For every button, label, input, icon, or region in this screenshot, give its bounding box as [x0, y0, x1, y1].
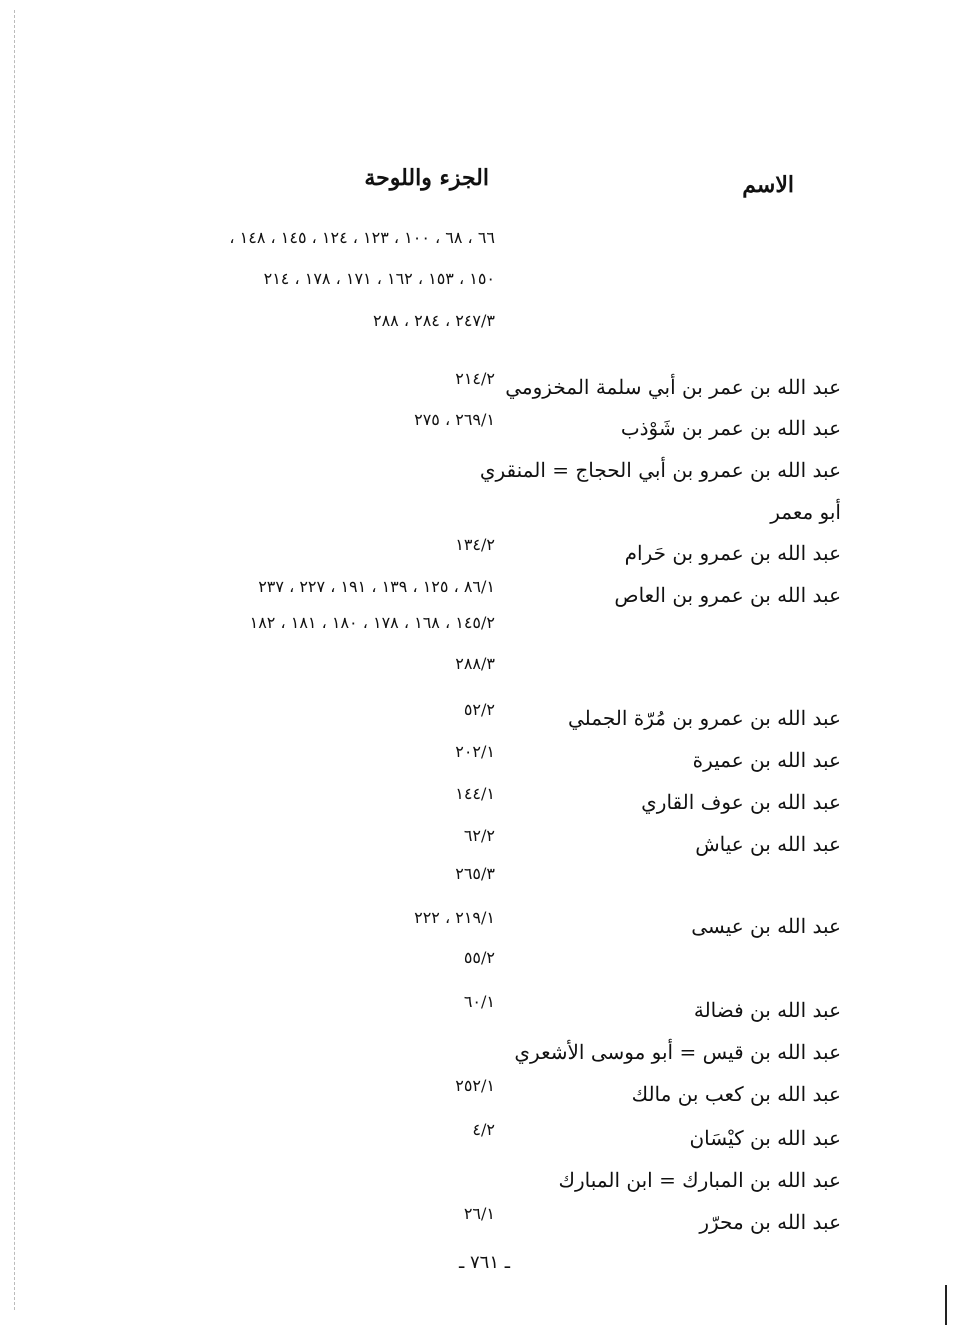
entry-ref: ١٣٤/٢ — [455, 535, 495, 554]
entry-name: عبد الله بن فضالة — [693, 998, 841, 1022]
entry-name: عبد الله بن عوف القاري — [641, 790, 841, 814]
index-row — [0, 1120, 969, 1150]
entry-ref: ٢٦٩/١ ، ٢٧٥ — [414, 410, 495, 429]
entry-name: عبد الله بن عيسى — [691, 914, 841, 938]
entry-ref: ٤/٢ — [472, 1120, 495, 1139]
index-row — [0, 1162, 969, 1192]
entry-name: عبد الله بن عمر بن شَوْذب — [620, 416, 841, 440]
column-header-name: الاسم — [742, 172, 794, 198]
entry-ref: ٢٥٢/١ — [455, 1076, 495, 1095]
entry-name: عبد الله بن عياش — [695, 832, 841, 856]
index-row — [0, 864, 969, 894]
index-row — [0, 1034, 969, 1064]
index-row — [0, 784, 969, 814]
entry-ref: ٢٨٨/٣ — [455, 654, 495, 673]
entry-name: عبد الله بن عمر بن أبي سلمة المخزومي — [505, 375, 841, 399]
index-row — [0, 908, 969, 938]
index-row — [0, 452, 969, 482]
entry-ref: ٥٥/٢ — [463, 948, 495, 967]
entry-name: عبد الله بن محرّر — [699, 1210, 841, 1234]
entry-ref: ٢٠٢/١ — [455, 742, 495, 761]
entry-name: عبد الله بن عمرو بن العاص — [614, 583, 841, 607]
index-row — [0, 992, 969, 1022]
index-row — [0, 742, 969, 772]
entry-ref: ٢١٤/٢ — [455, 369, 495, 388]
entry-name: عبد الله بن كيْسَان — [689, 1126, 841, 1150]
index-row — [0, 1076, 969, 1106]
entry-ref: ٦٢/٢ — [463, 826, 495, 845]
index-row — [0, 535, 969, 565]
entry-ref: ١٤٥/٢ ، ١٦٨ ، ١٧٨ ، ١٨٠ ، ١٨١ ، ١٨٢ — [249, 613, 495, 632]
entry-ref: ١٤٤/١ — [455, 784, 495, 803]
index-row — [0, 613, 969, 643]
entry-ref: ٥٢/٢ — [463, 700, 495, 719]
entry-ref: ٢٦/١ — [463, 1204, 495, 1223]
entry-ref: ٦٦ ، ٦٨ ، ١٠٠ ، ١٢٣ ، ١٢٤ ، ١٤٥ ، ١٤٨ ، — [229, 228, 495, 247]
entry-ref: ٢١٩/١ ، ٢٢٢ — [414, 908, 495, 927]
entry-name: أبو معمر — [770, 500, 841, 524]
index-row — [0, 948, 969, 978]
entry-name: عبد الله بن قيس = أبو موسى الأشعري — [514, 1040, 841, 1064]
index-row — [0, 700, 969, 730]
entry-ref: ٨٦/١ ، ١٢٥ ، ١٣٩ ، ١٩١ ، ٢٢٧ ، ٢٣٧ — [258, 577, 495, 596]
edge-mark — [945, 1285, 947, 1325]
column-header-ref: الجزء واللوحة — [364, 165, 489, 191]
entry-name: عبد الله بن عميرة — [692, 748, 841, 772]
entry-name: عبد الله بن عمرو بن أبي الحجاج = المنقري — [479, 458, 841, 482]
index-row — [0, 410, 969, 440]
index-row — [0, 654, 969, 684]
index-row — [0, 228, 969, 258]
entry-ref: ٢٤٧/٣ ، ٢٨٤ ، ٢٨٨ — [372, 311, 495, 330]
index-row — [0, 1204, 969, 1234]
index-row — [0, 577, 969, 607]
entry-ref: ١٥٠ ، ١٥٣ ، ١٦٢ ، ١٧١ ، ١٧٨ ، ٢١٤ — [263, 269, 495, 288]
index-row — [0, 826, 969, 856]
index-row — [0, 369, 969, 399]
entry-name: عبد الله بن عمرو بن مُرّة الجملي — [567, 706, 841, 730]
index-row — [0, 269, 969, 299]
index-row — [0, 311, 969, 341]
page-number: ـ ٧٦١ ـ — [458, 1252, 510, 1273]
entry-name: عبد الله بن عمرو بن حَرام — [624, 541, 841, 565]
entry-ref: ٢٦٥/٣ — [455, 864, 495, 883]
entry-name: عبد الله بن المبارك = ابن المبارك — [558, 1168, 841, 1192]
entry-ref: ٦٠/١ — [463, 992, 495, 1011]
entry-name: عبد الله بن كعب بن مالك — [631, 1082, 841, 1106]
index-row — [0, 494, 969, 524]
